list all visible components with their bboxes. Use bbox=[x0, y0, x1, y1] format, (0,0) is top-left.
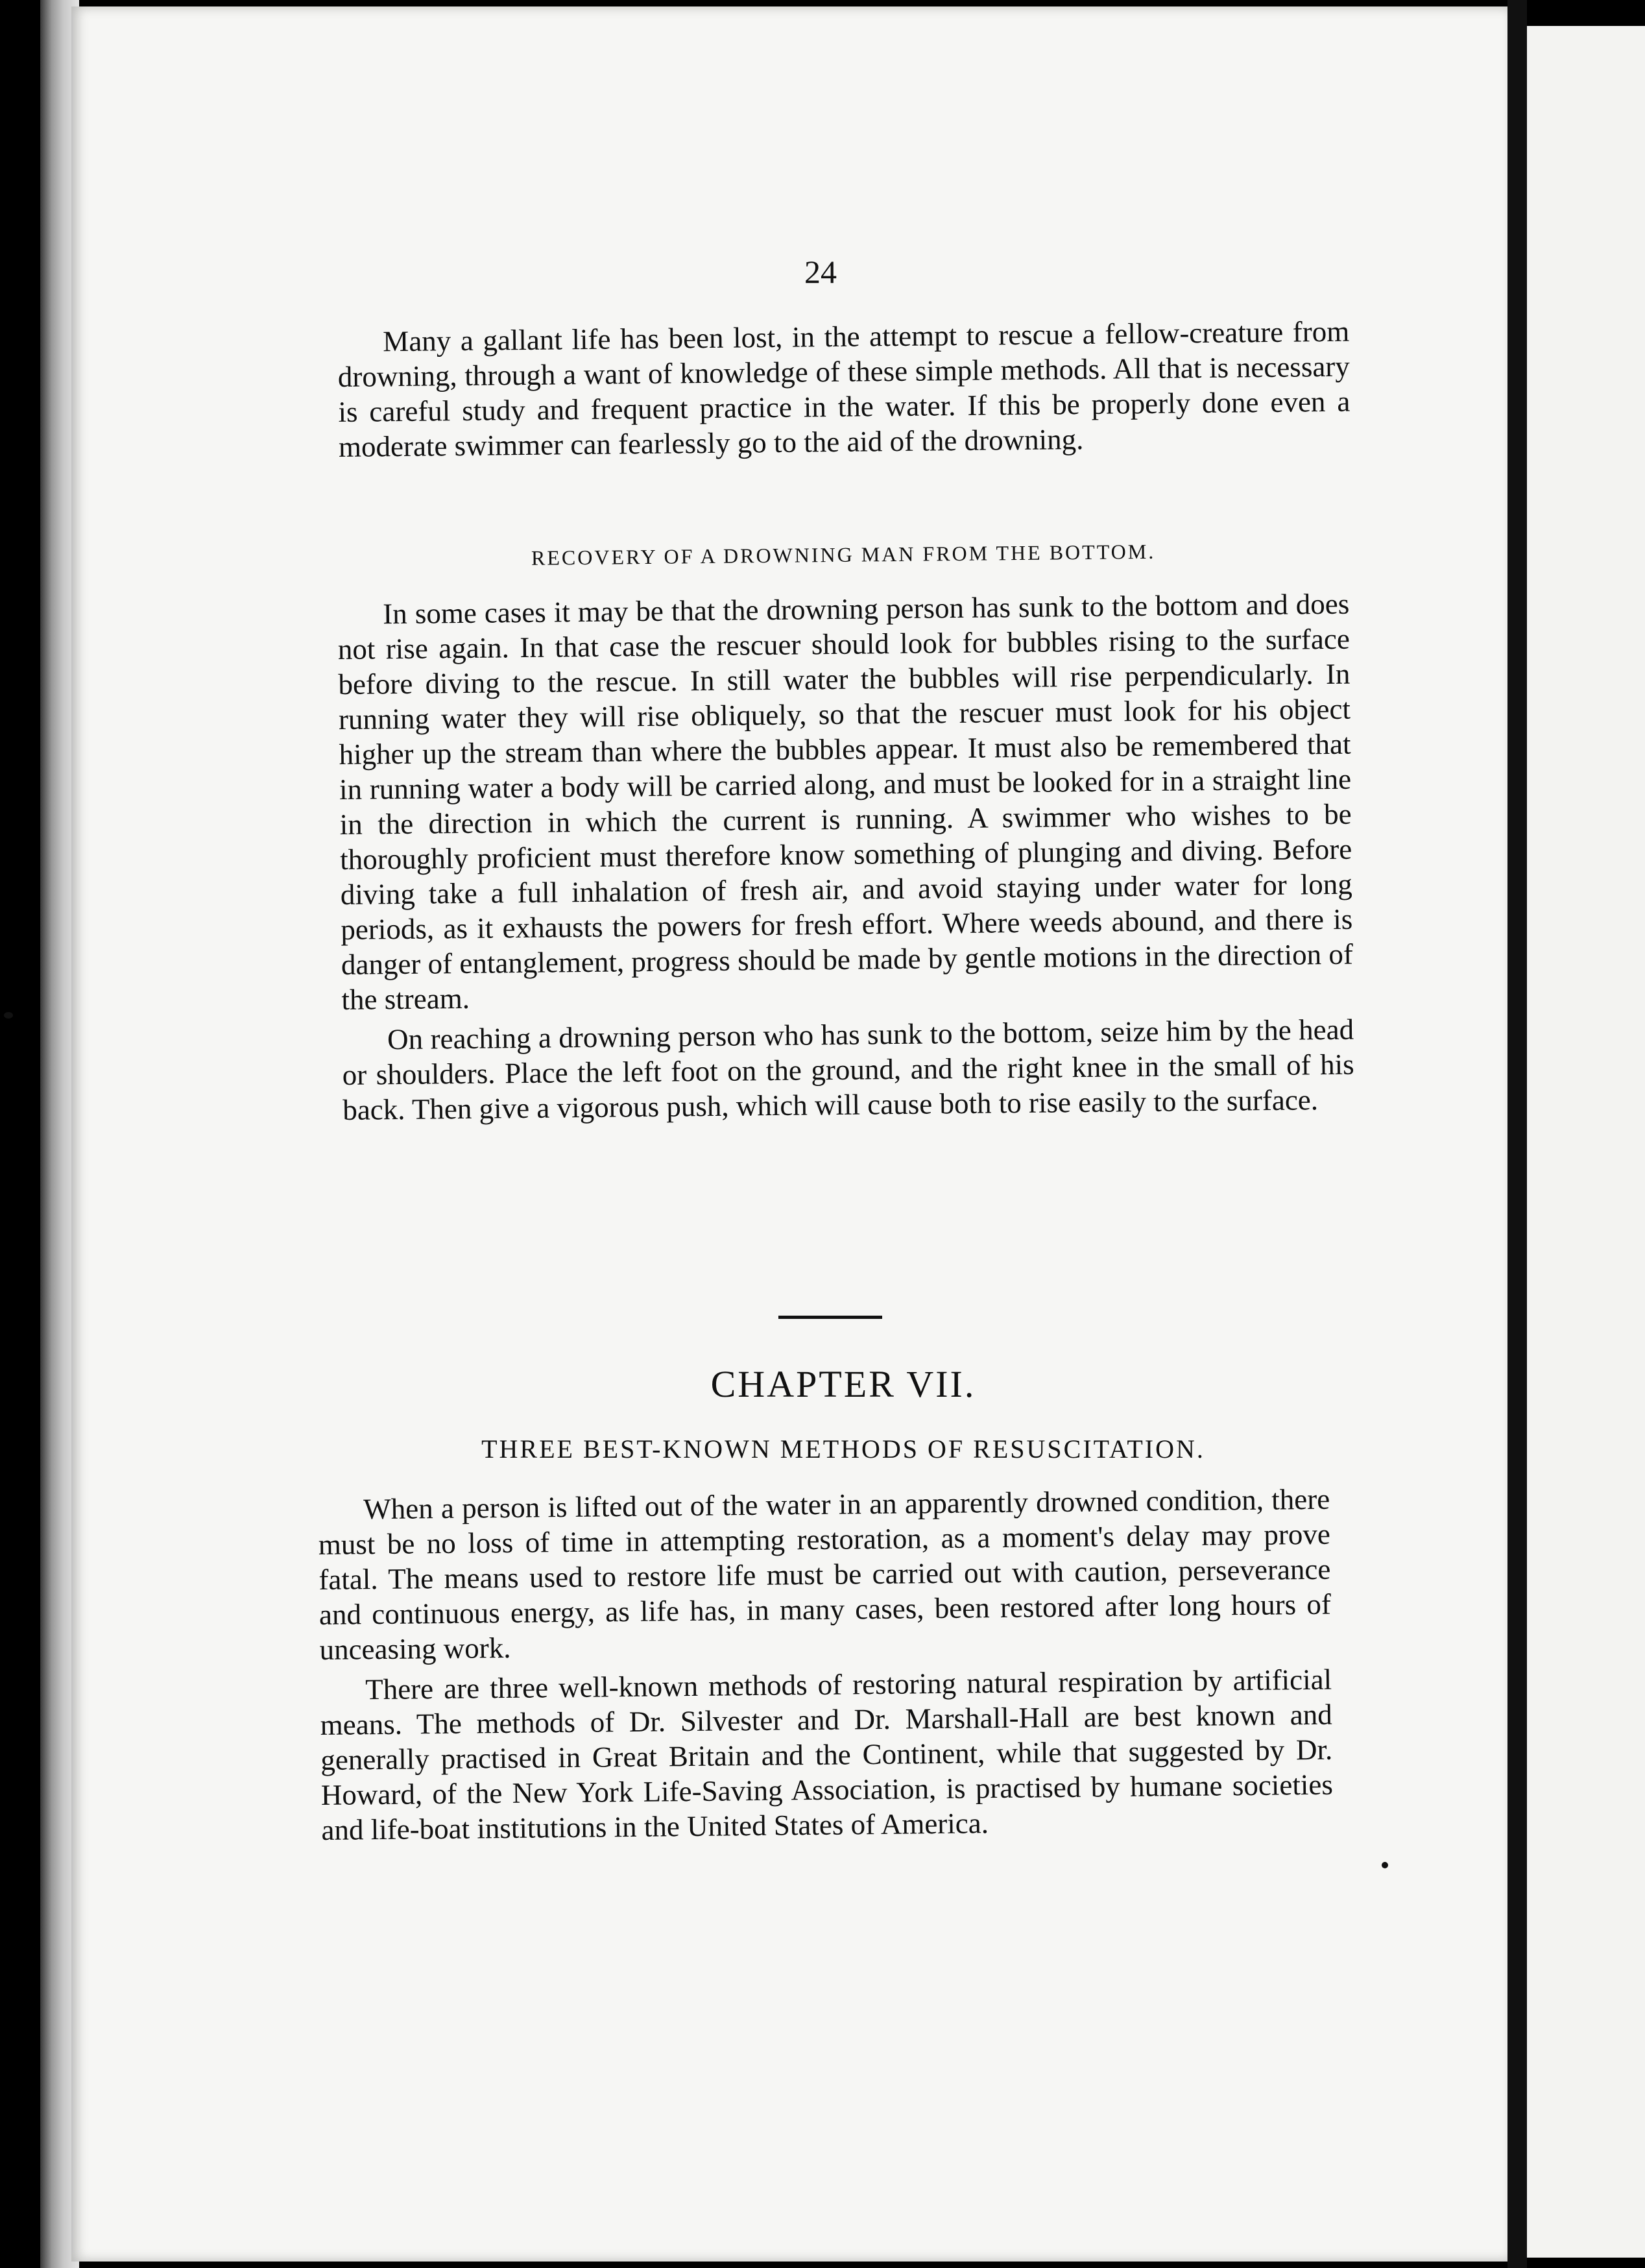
chapter-subtitle: THREE BEST-KNOWN METHODS OF RESUSCITATION. bbox=[481, 1434, 1205, 1464]
chapter-paragraph-2: There are three well-known methods of restoring natural respiration by artificial means. The methods of Dr. Silvester and Dr. Marshall-Hall are best known and generally practised in Great Britain and the Continent, while that suggested by Dr. Howard, of the New York Life-Saving Association, is practised by humane societies and life-boat institutions in the United States of America. bbox=[320, 1663, 1334, 1846]
section-heading: RECOVERY OF A DROWNING MAN FROM THE BOTTOM. bbox=[531, 539, 1156, 570]
recovery-paragraph-2: On reaching a drowning person who has sunk to the bottom, seize him by the head or shoulders. Place the left foot on the ground, and the right knee in the small of his back. Then give a vigorous push, which will cause both to rise easily to the surface. bbox=[342, 1013, 1354, 1126]
chapter-paragraph-1: When a person is lifted out of the water in an apparently drowned condition, there must be no loss of time in attempting restoration, as a moment's delay may prove fatal. The means used to restore life must be carried out with caution, perseverance and continuous energy, as life has, in many cases, been restored after long hours of unceasing work. bbox=[318, 1482, 1332, 1666]
chapter-divider bbox=[778, 1316, 882, 1319]
opening-section bbox=[337, 314, 1351, 464]
recovery-body bbox=[337, 586, 1354, 1128]
binding-gutter bbox=[1507, 0, 1527, 2268]
scan-speck bbox=[4, 1012, 13, 1019]
chapter-body bbox=[318, 1482, 1334, 1848]
recovery-paragraph-1: In some cases it may be that the drowning person has sunk to the bottom and does not rise again. In that case the rescuer should look for bubbles rising to the surface before diving to the rescue. In still water the bubbles will rise perpendicularly. In running water they will rise obliquely, so that the rescuer must look for his object higher up the stream than where the bubbles appear. It must also be remembered that in running water a body will be carried along, and must be looked for in a straight line in the direction in which the current is running. A swimmer who wishes to be thoroughly proficient must therefore know something of plunging and diving. Before diving take a full inhalation of fresh air, and avoid staying under water for long periods, as it exhausts the powers for fresh effort. Where weeds abound, and there is danger of entanglement, progress should be made by gentle motions in the direction of the stream. bbox=[337, 587, 1354, 1016]
scan-speck bbox=[1382, 1862, 1388, 1868]
facing-page-edge bbox=[1527, 26, 1645, 2258]
opening-paragraph: Many a gallant life has been lost, in the attempt to rescue a fellow-creature from drowning, through a want of knowledge of these simple methods. All that is necessary is careful study and frequent practice in the water. If this be properly done even a moderate swimmer can fearlessly go to the aid of the drowning. bbox=[337, 315, 1351, 463]
page-number: 24 bbox=[804, 254, 837, 290]
chapter-title: CHAPTER VII. bbox=[710, 1363, 976, 1405]
